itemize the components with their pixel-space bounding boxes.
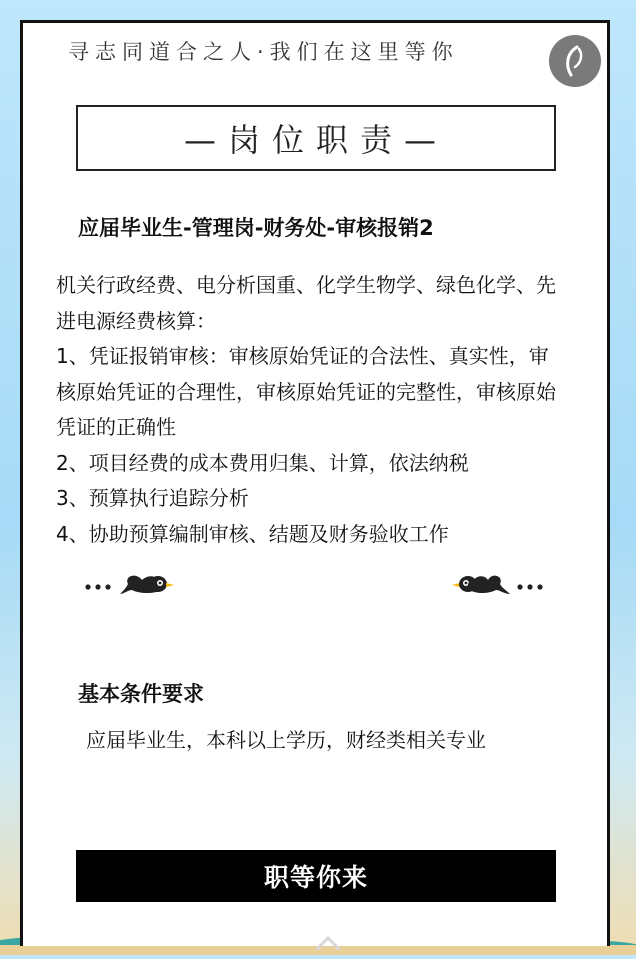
tagline: 寻志同道合之人·我们在这里等你 [68, 40, 459, 64]
duty-item: 3、预算执行追踪分析 [56, 486, 249, 510]
requirements-title: 基本条件要求 [78, 682, 204, 706]
section-title-box [76, 105, 556, 171]
leaf-logo-icon [549, 35, 601, 87]
duties-list [56, 268, 566, 552]
job-title: 应届毕业生-管理岗-财务处-审核报销2 [78, 216, 434, 240]
duty-item: 1、凭证报销审核：审核原始凭证的合法性、真实性，审核原始凭证的合理性，审核原始凭证的完整性，审核原始凭证的正确性 [56, 344, 556, 439]
requirements-text: 应届毕业生，本科以上学历，财经类相关专业 [86, 728, 486, 752]
duty-item: 2、项目经费的成本费用归集、计算，依法纳税 [56, 450, 469, 475]
bird-divider-left-icon [84, 568, 184, 598]
scroll-up-chevron-icon[interactable] [308, 920, 348, 950]
apply-button[interactable]: 职等你来 [76, 850, 556, 902]
bird-divider-right-icon [452, 568, 552, 598]
duty-item: 4、协助预算编制审核、结题及财务验收工作 [56, 521, 449, 546]
section-title: —岗位职责— [183, 121, 448, 159]
duty-item: 机关行政经费、电分析国重、化学生物学、绿色化学、先进电源经费核算： [56, 273, 556, 333]
